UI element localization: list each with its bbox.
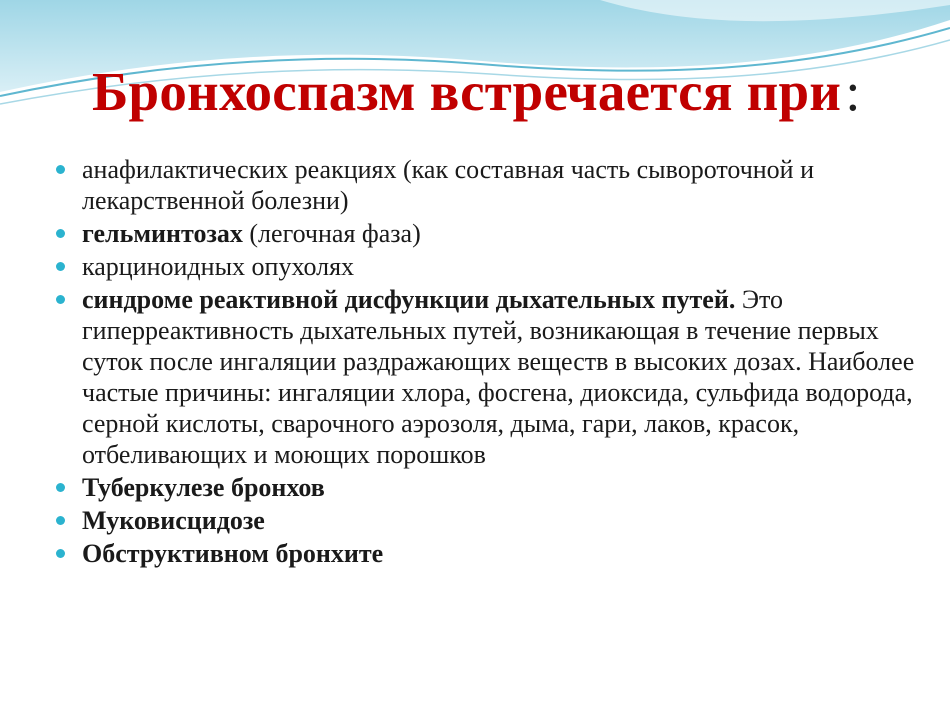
bullet-item xyxy=(52,538,932,569)
bullet-item xyxy=(52,251,932,282)
bullet-bold-text: синдроме реактивной дисфункции дыхательных путей. xyxy=(82,285,736,314)
bullet-dot-icon xyxy=(56,262,65,271)
bullet-text: Это гиперреактивность дыхательных путей, возникающая в течение первых суток после ингаляции раздражающих веществ в высоких дозах. Наиболее частые причины: ингаляции хлора, фосгена, диоксида, сульфида водорода, серной кислоты, сварочного аэрозоля, дыма, гари, лаков, красок, отбеливающих и моющих порошков xyxy=(82,285,915,469)
bullet-bold-text: Муковисцидозе xyxy=(82,506,265,535)
bullet-text: (легочная фаза) xyxy=(242,219,421,248)
bullet-item xyxy=(52,284,932,470)
title-colon: : xyxy=(845,61,861,122)
bullet-bold-text: гельминтозах xyxy=(82,219,243,248)
title-text: Бронхоспазм встречается при xyxy=(92,61,842,122)
bullet-item xyxy=(52,218,932,249)
slide-title xyxy=(92,52,861,132)
bullet-bold-text: Туберкулезе бронхов xyxy=(82,473,325,502)
bullet-list xyxy=(52,154,932,571)
bullet-text: карциноидных опухолях xyxy=(82,252,355,281)
bullet-item xyxy=(52,505,932,536)
bullet-text: анафилактических реакциях (как составная часть сывороточной и лекарственной болезни) xyxy=(82,155,815,215)
bullet-bold-text: Обструктивном бронхите xyxy=(82,539,384,568)
bullet-dot-icon xyxy=(56,295,65,304)
bullet-item xyxy=(52,154,932,216)
bullet-dot-icon xyxy=(56,165,65,174)
bullet-dot-icon xyxy=(56,229,65,238)
bullet-dot-icon xyxy=(56,549,65,558)
bullet-dot-icon xyxy=(56,483,65,492)
bullet-item xyxy=(52,472,932,503)
bullet-dot-icon xyxy=(56,516,65,525)
